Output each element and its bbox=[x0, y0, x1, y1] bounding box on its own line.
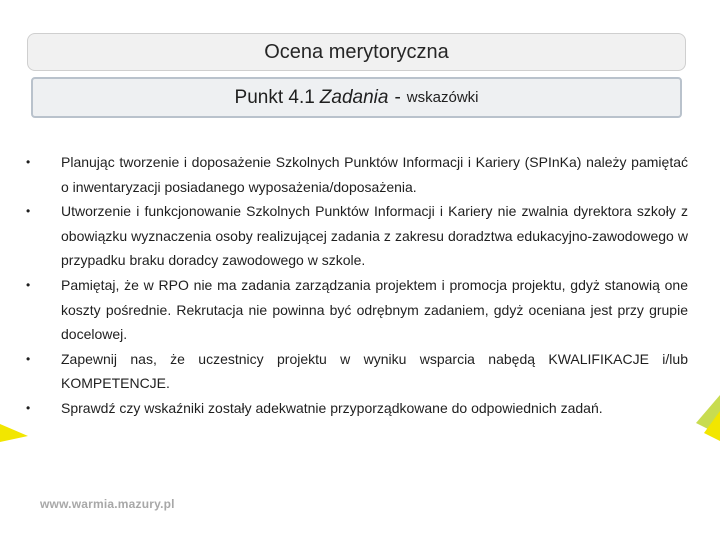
subtitle-suffix: wskazówki bbox=[406, 89, 479, 106]
bullet-text: Zapewnij nas, że uczestnicy projektu w wyniku wsparcia nabędą KWALIFIKACJE i/lub KOMPETENCJE. bbox=[61, 350, 688, 392]
bullet-icon: • bbox=[26, 277, 31, 292]
bullet-icon: • bbox=[26, 155, 31, 169]
bullet-text: Utworzenie i funkcjonowanie Szkolnych Punktów Informacji i Kariery nie zwalnia dyrektora szkoły z obowiązku wyznaczenia osoby realizującej zadania z zakresu doradztwa edukacyjno-zawodowego w przypadku braku doradcy zawodowego w szkole. bbox=[61, 203, 688, 269]
bullet-text: Planując tworzenie i doposażenie Szkolnych Punktów Informacji i Kariery (SPInKa) należy pamiętać o inwentaryzacji posiadanego wyposażenia/doposażenia. bbox=[61, 154, 688, 195]
bullet-icon: • bbox=[26, 204, 31, 219]
bullet-icon: • bbox=[26, 400, 31, 415]
bullet-text: Sprawdź czy wskaźniki zostały adekwatnie przyporządkowane do odpowiednich zadań. bbox=[61, 399, 603, 416]
subtitle-separator: - bbox=[394, 86, 401, 108]
yellow-accent-shape bbox=[0, 420, 40, 450]
subtitle-prefix: Punkt 4.1 bbox=[234, 86, 315, 108]
subtitle-italic: Zadania bbox=[319, 86, 389, 108]
list-item bbox=[26, 396, 696, 421]
bullet-list bbox=[26, 150, 696, 421]
subtitle-bar bbox=[31, 77, 682, 118]
slide-title: Ocena merytoryczna bbox=[264, 40, 449, 63]
list-item bbox=[26, 150, 696, 199]
title-bar bbox=[27, 33, 686, 71]
bullet-text: Pamiętaj, że w RPO nie ma zadania zarządzania projektem i promocja projektu, gdyż stanowią one koszty pośrednie. Rekrutacja nie powinna być odrębnym zadaniem, gdyż oceniana jest przy grupie docelowej. bbox=[61, 276, 688, 343]
list-item bbox=[26, 273, 696, 347]
green-accent-shape bbox=[690, 395, 720, 445]
bullet-icon: • bbox=[26, 351, 31, 366]
footer-url: www.warmia.mazury.pl bbox=[40, 497, 175, 511]
list-item bbox=[26, 199, 696, 273]
list-item bbox=[26, 347, 696, 396]
